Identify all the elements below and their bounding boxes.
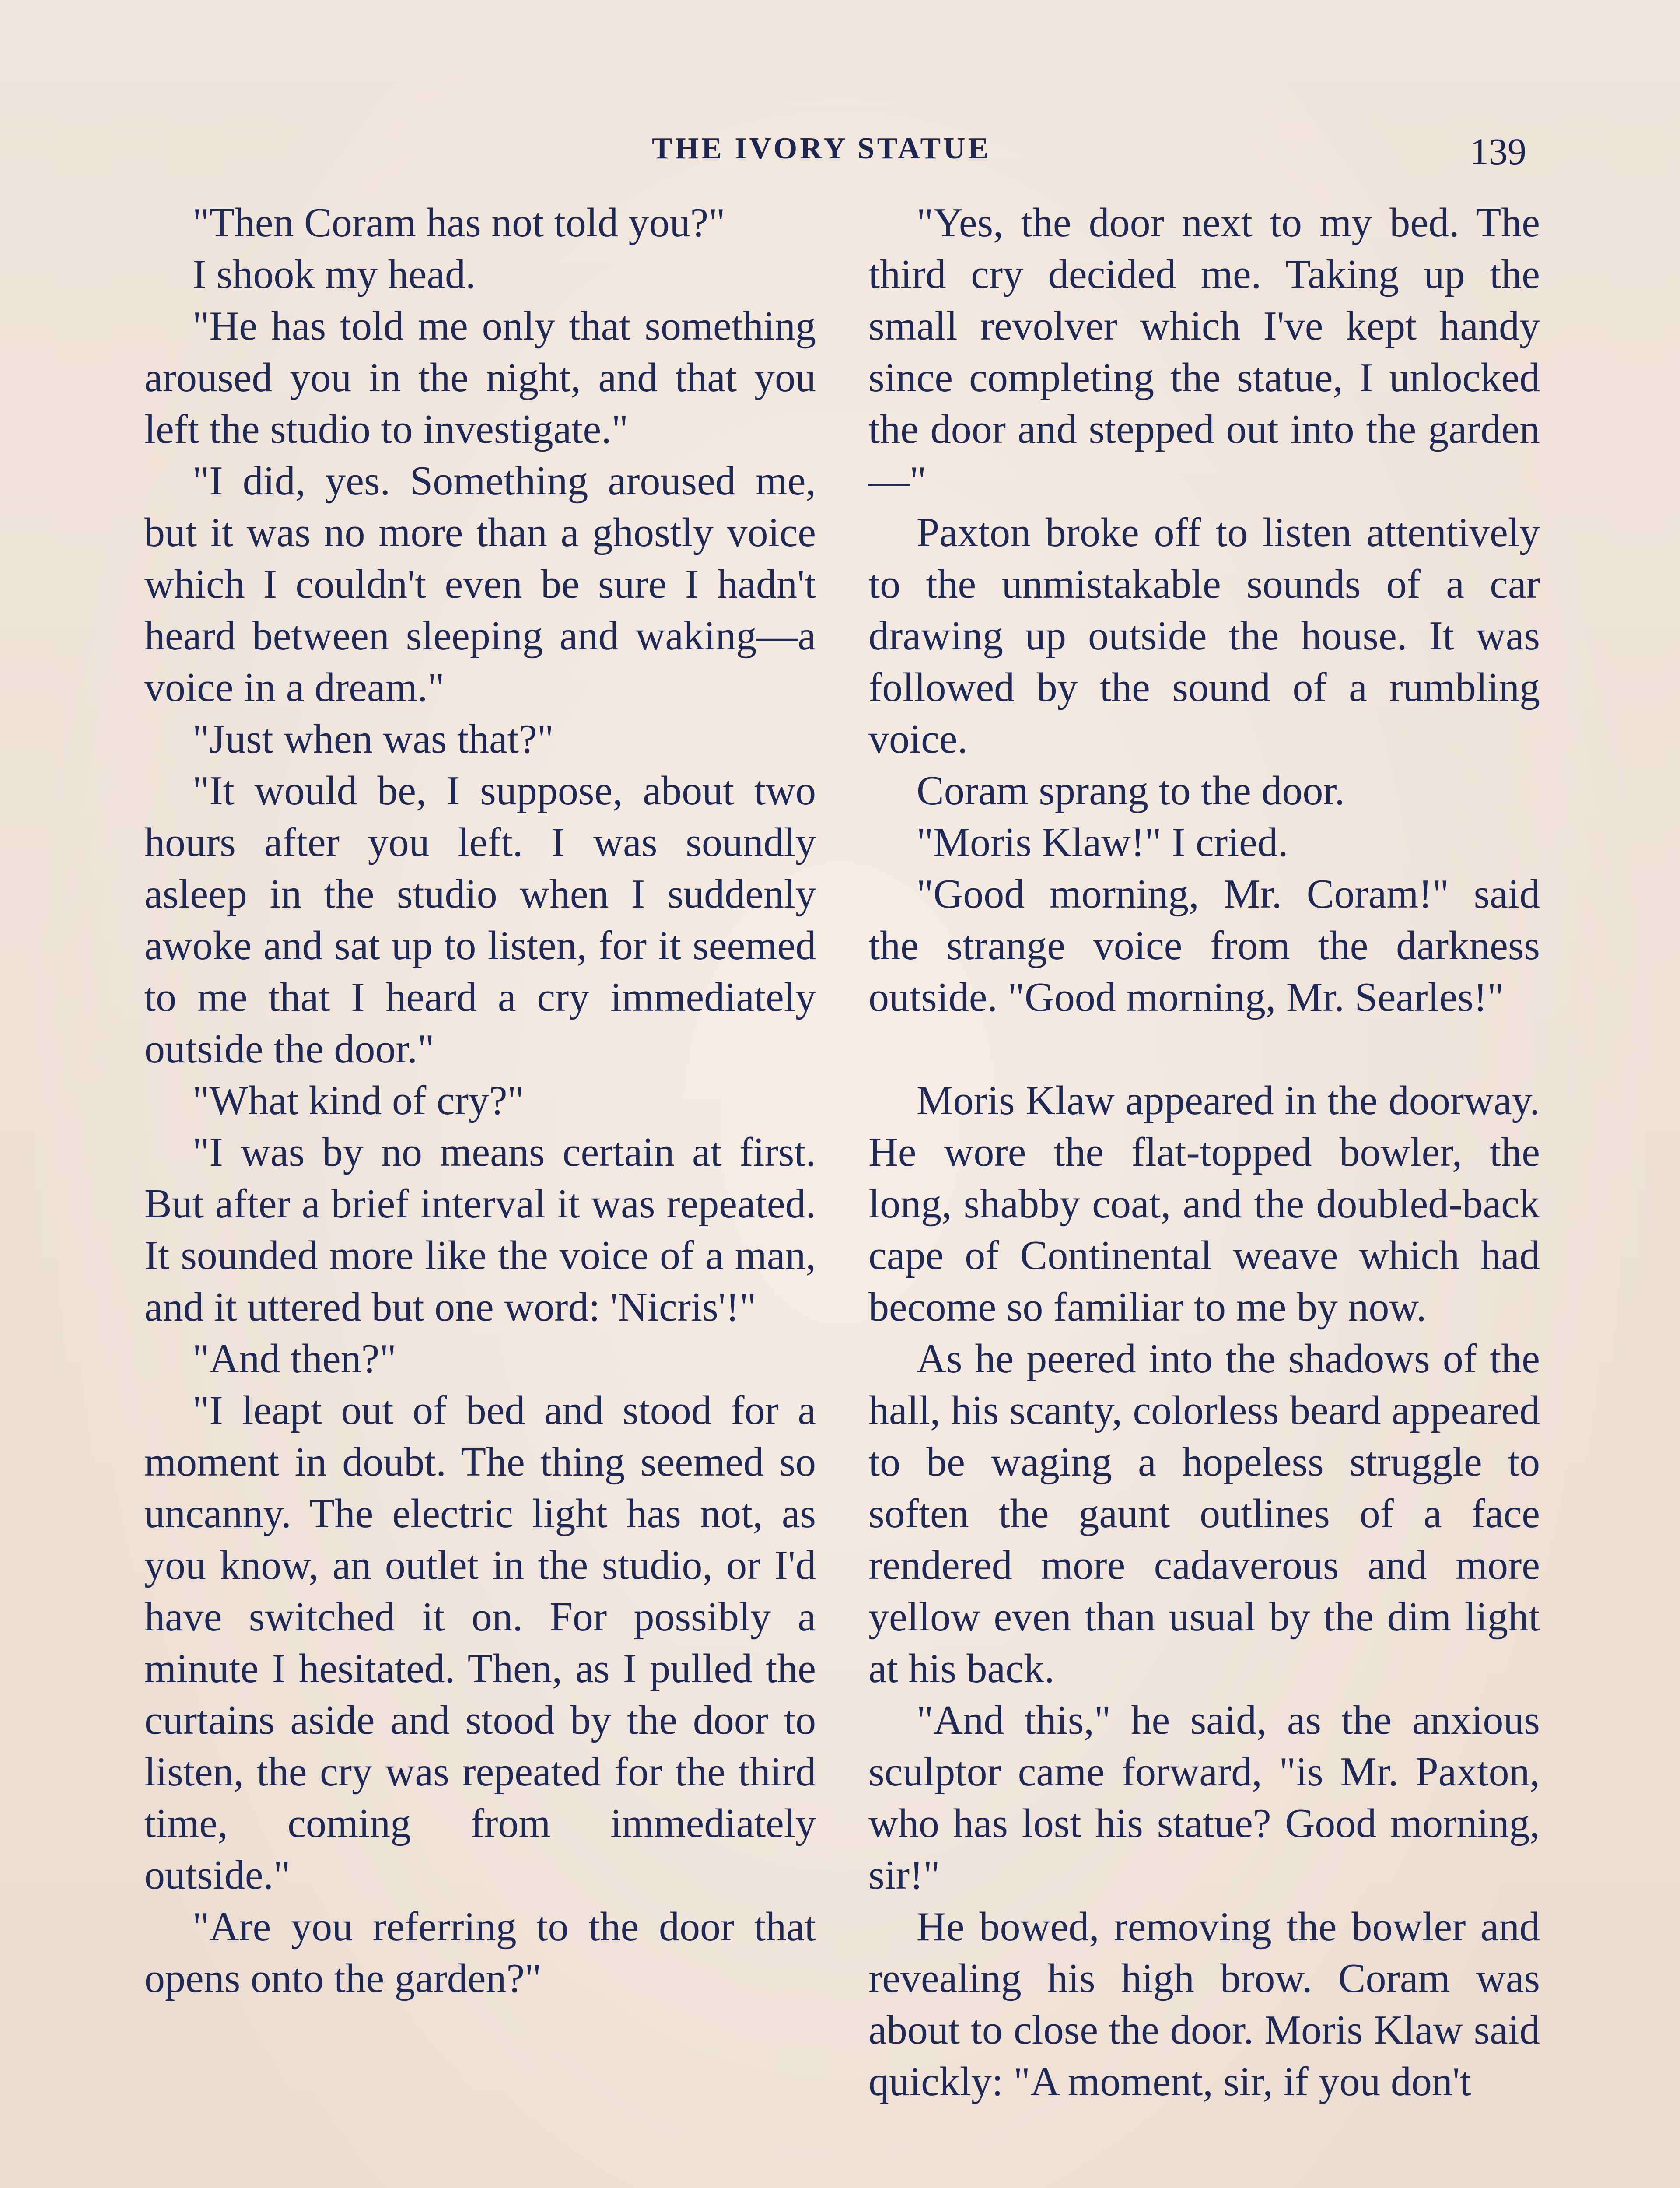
paragraph: "Good morning, Mr. Coram!" said the strange voice from the darkness outside. "Good morning, Mr. Searles!" [868,871,1540,1020]
paragraph: Coram sprang to the door. [917,768,1345,813]
paragraph: "Are you referring to the door that opens onto the garden?" [144,1904,816,2001]
paragraph: "Moris Klaw!" I cried. [917,820,1288,865]
paragraph: "He has told me only that something aroused you in the night, and that you left the studio to investigate." [144,303,816,452]
paragraph: "I was by no means certain at first. But after a brief interval it was repeated. It sounded more like the voice of a man, and it uttered but one word: 'Nicris'!" [144,1129,816,1330]
right-text-column [868,197,1540,2107]
paragraph: "I leapt out of bed and stood for a moment in doubt. The thing seemed so uncanny. The electric light has not, as you know, an outlet in the studio, or I'd have switched it on. For possibly a minute I hesitated. Then, as I pulled the curtains aside and stood by the door to listen, the cry was repeated for the third time, coming from immediately outside." [144,1388,816,1898]
paragraph: "What kind of cry?" [192,1078,524,1123]
paragraph: Paxton broke off to listen attentively to the unmistakable sounds of a car drawing up outside the house. It was followed by the sound of a rumbling voice. [868,510,1540,762]
paragraph: "Yes, the door next to my bed. The third cry decided me. Taking up the small revolver which I've kept handy since completing the statue, I unlocked the door and stepped out into the garden—" [868,200,1540,504]
running-head-title: THE IVORY STATUE [652,132,991,165]
paragraph: "I did, yes. Something aroused me, but it was no more than a ghostly voice which I couldn't even be sure I hadn't heard between sleeping and waking—a voice in a dream." [144,458,816,710]
paragraph: "It would be, I suppose, about two hours after you left. I was soundly asleep in the studio when I suddenly awoke and sat up to listen, for it seemed to me that I heard a cry immediately outside the door." [144,768,816,1072]
left-text-column [144,197,816,2004]
paragraph: "Just when was that?" [192,716,554,762]
paragraph: "And then?" [192,1336,396,1382]
paragraph: I shook my head. [192,252,476,297]
paragraph: He bowed, removing the bowler and revealing his high brow. Coram was about to close the door. Moris Klaw said quickly: "A moment, sir, if you don't [868,1904,1540,2104]
page-number: 139 [1470,130,1526,172]
paragraph: "And this," he said, as the anxious sculptor came forward, "is Mr. Paxton, who has lost his statue? Good morning, sir!" [868,1697,1540,1898]
paragraph: Moris Klaw appeared in the doorway. He wore the flat-topped bowler, the long, shabby coat, and the doubled-back cape of Continental weave which had become so familiar to me by now. [868,1078,1540,1330]
paragraph: "Then Coram has not told you?" [192,200,725,245]
paragraph: As he peered into the shadows of the hall, his scanty, colorless beard appeared to be waging a hopeless struggle to soften the gaunt outlines of a face rendered more cadaverous and more yellow even than usual by the dim light at his back. [868,1336,1540,1691]
